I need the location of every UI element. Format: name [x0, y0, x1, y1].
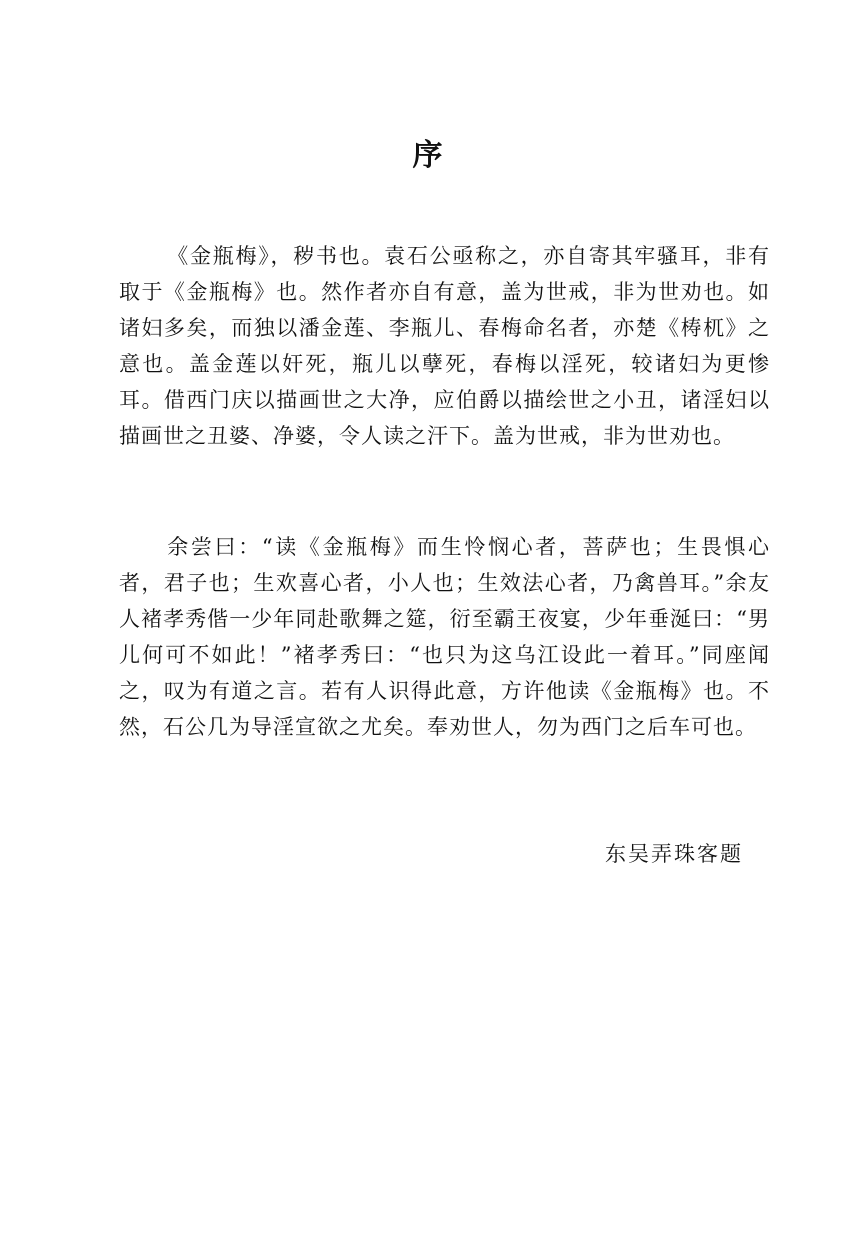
paragraph-text: 《金瓶梅》，秽书也。袁石公亟称之，亦自寄其牢骚耳，非有取于《金瓶梅》也。然作者亦自有意，盖为世戒，非为世劝也。如诸妇多矣，而独以潘金莲、李瓶儿、春梅命名者，亦楚《梼杌》之意也。盖金莲以奸死，瓶儿以孽死，春梅以淫死，较诸妇为更惨耳。借西门庆以描画世之大净，应伯爵以描绘世之小丑，诸淫妇以描画世之丑婆、净婆，令人读之汗下。盖为世戒，非为世劝也。 — [119, 244, 770, 448]
preface-paragraph-2 — [119, 529, 770, 745]
paragraph-text: 余尝曰：“读《金瓶梅》而生怜悯心者，菩萨也；生畏惧心者，君子也；生欢喜心者，小人也；生效法心者，乃禽兽耳。”余友人褚孝秀偕一少年同赴歌舞之筵，衍至霸王夜宴，少年垂涎曰：“男儿何可不如此！”褚孝秀曰：“也只为这乌江设此一着耳。”同座闻之，叹为有道之言。若有人识得此意，方许他读《金瓶梅》也。不然，石公几为导淫宣欲之尤矣。奉劝世人，勿为西门之后车可也。 — [119, 535, 770, 739]
author-signature: 东吴弄珠客题 — [605, 842, 743, 866]
preface-title: 序 — [412, 138, 445, 173]
preface-paragraph-1 — [119, 238, 770, 454]
